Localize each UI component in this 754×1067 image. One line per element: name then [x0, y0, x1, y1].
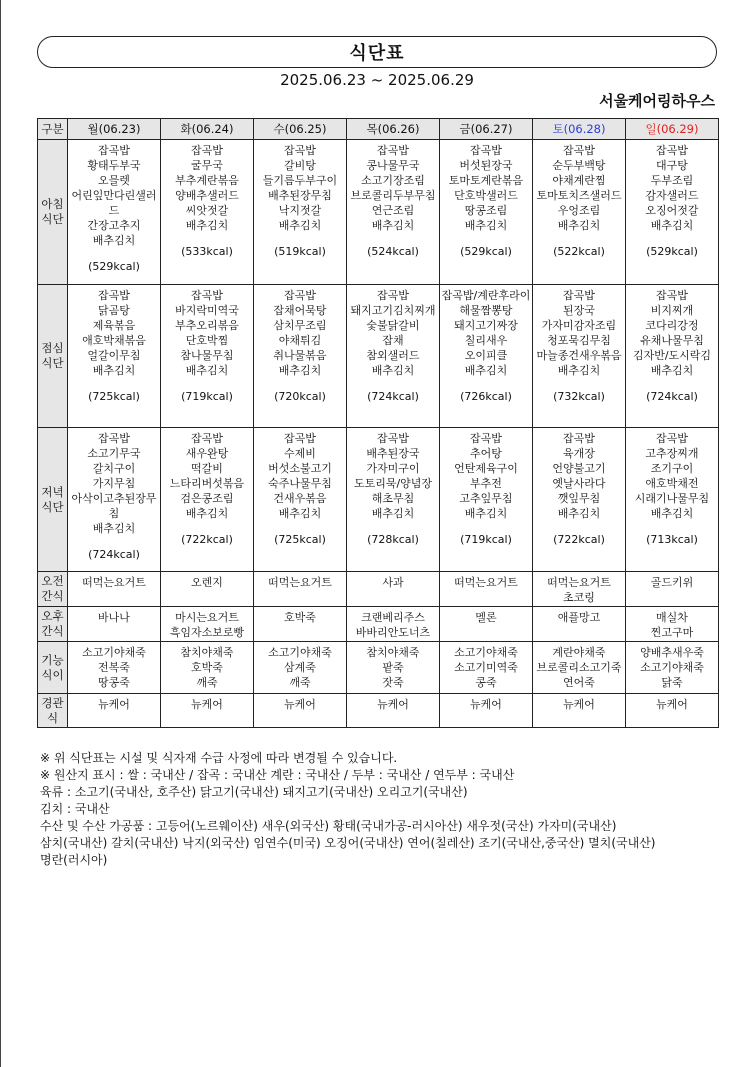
menu-cell-sat — [533, 694, 626, 728]
menu-cell-tue — [161, 694, 254, 728]
menu-cell-wed — [254, 607, 347, 642]
menu-cell-sun — [626, 572, 719, 607]
menu-cell-sun — [626, 607, 719, 642]
calorie-value: (722kcal) — [553, 533, 605, 546]
menu-item: 애플망고 — [557, 611, 601, 624]
menu-item: 소고기장조림 — [361, 174, 425, 187]
menu-item: 돼지고기짜장 — [454, 319, 518, 332]
menu-item: 땅콩죽 — [98, 676, 130, 689]
menu-item: 멜론 — [475, 611, 497, 624]
menu-item: 갈치구이 — [92, 462, 136, 475]
header-day-sat: 토(06.28) — [533, 119, 626, 140]
meal-label-text: 식단 — [41, 499, 64, 514]
menu-item: 단호박찜 — [185, 334, 229, 347]
menu-item: 잡곡밥 — [377, 144, 409, 157]
menu-table — [37, 118, 719, 728]
menu-item: 잡곡밥 — [98, 144, 130, 157]
menu-cell-fri — [440, 285, 533, 428]
meal-row-afternoon-snack — [38, 607, 719, 642]
menu-item: 배추김치 — [557, 219, 601, 232]
menu-cell-sun — [626, 428, 719, 572]
header-day-fri: 금(06.27) — [440, 119, 533, 140]
menu-cell-fri — [440, 642, 533, 694]
menu-item: 낙지젓갈 — [278, 204, 322, 217]
menu-item: 배추김치 — [92, 522, 136, 535]
menu-item: 오렌지 — [191, 576, 223, 589]
menu-item: 조기구이 — [650, 462, 694, 475]
menu-item: 잡곡밥 — [284, 144, 316, 157]
menu-item: 배추된장무침 — [268, 189, 332, 202]
menu-item: 깨죽 — [196, 676, 218, 689]
menu-item: 애호박채전 — [645, 477, 699, 490]
calorie-value: (732kcal) — [553, 390, 605, 403]
menu-item: 육개장 — [563, 447, 595, 460]
menu-item: 오징어젓갈 — [645, 204, 699, 217]
menu-cell-wed — [254, 642, 347, 694]
menu-item: 부추전 — [470, 477, 502, 490]
header-day-mon: 월(06.23) — [68, 119, 161, 140]
calorie-value: (720kcal) — [274, 390, 326, 403]
menu-item: 배추김치 — [278, 219, 322, 232]
menu-item: 잡곡밥 — [656, 289, 688, 302]
menu-item: 잡곡밥 — [656, 432, 688, 445]
calorie-value: (722kcal) — [181, 533, 233, 546]
menu-item: 배추김치 — [92, 364, 136, 377]
menu-item: 순두부백탕 — [552, 159, 606, 172]
menu-cell-wed — [254, 694, 347, 728]
menu-item: 초코링 — [563, 591, 595, 604]
menu-item: 배추김치 — [557, 507, 601, 520]
menu-item: 가지무침 — [92, 477, 136, 490]
menu-item: 소고기야채죽 — [454, 646, 518, 659]
meal-label-text: 경관 — [41, 695, 64, 710]
menu-item: 소고기미역죽 — [454, 661, 518, 674]
menu-item: 브로콜리두부무침 — [350, 189, 436, 202]
menu-cell-thu — [347, 694, 440, 728]
meal-label-text: 저녁 — [41, 484, 64, 499]
meal-row-breakfast — [38, 140, 719, 285]
menu-item: 호박죽 — [191, 661, 223, 674]
menu-item: 뉴케어 — [284, 698, 316, 711]
calorie-value: (522kcal) — [553, 245, 605, 258]
menu-cell-fri — [440, 140, 533, 285]
menu-item: 소고기무국 — [87, 447, 141, 460]
meal-row-lunch — [38, 285, 719, 428]
menu-item: 배추김치 — [464, 507, 508, 520]
menu-cell-thu — [347, 428, 440, 572]
menu-item: 유채나물무침 — [640, 334, 704, 347]
menu-cell-sat — [533, 572, 626, 607]
menu-item: 잡곡밥 — [191, 144, 223, 157]
calorie-value: (519kcal) — [274, 245, 326, 258]
meal-label-text: 식단 — [41, 212, 64, 226]
menu-item: 매실차 — [656, 611, 688, 624]
menu-item: 야채튀김 — [278, 334, 322, 347]
menu-item: 배추김치 — [92, 234, 136, 247]
menu-item: 배추김치 — [185, 219, 229, 232]
menu-item: 떠먹는요거트 — [454, 576, 518, 589]
menu-item: 된장국 — [563, 304, 595, 317]
menu-item: 얼갈이무침 — [87, 349, 141, 362]
meal-label-text: 점심 — [41, 341, 64, 355]
menu-item: 시래기나물무침 — [634, 492, 710, 505]
menu-item: 땅콩조림 — [464, 204, 508, 217]
menu-item: 배추김치 — [185, 507, 229, 520]
menu-item: 언양불고기 — [552, 462, 606, 475]
menu-item: 뉴케어 — [656, 698, 688, 711]
calorie-value: (728kcal) — [367, 533, 419, 546]
menu-cell-sat — [533, 428, 626, 572]
menu-item: 바나나 — [98, 611, 130, 624]
meal-label-text: 식이 — [41, 667, 64, 682]
menu-item: 배추김치 — [650, 507, 694, 520]
menu-item: 토마토계란볶음 — [448, 174, 524, 187]
menu-item: 새우완탕 — [185, 447, 229, 460]
menu-item: 버섯된장국 — [459, 159, 513, 172]
menu-item: 흑임자소보로빵 — [169, 626, 245, 639]
menu-item: 도토리묵/양념장 — [353, 477, 433, 490]
menu-item: 닭곰탕 — [98, 304, 130, 317]
menu-item: 가자미감자조림 — [541, 319, 617, 332]
menu-cell-mon — [68, 642, 161, 694]
menu-item: 뉴케어 — [563, 698, 595, 711]
menu-item: 고추잎무침 — [459, 492, 513, 505]
menu-item: 칠리새우 — [464, 334, 508, 347]
menu-item: 옛날사라다 — [552, 477, 606, 490]
menu-item: 배추김치 — [464, 219, 508, 232]
menu-item: 잡곡밥 — [470, 144, 502, 157]
menu-item: 호박죽 — [284, 611, 316, 624]
menu-item: 가자미구이 — [366, 462, 420, 475]
facility-name: 서울케어링하우스 — [599, 92, 715, 110]
menu-cell-wed — [254, 140, 347, 285]
menu-cell-fri — [440, 572, 533, 607]
menu-item: 배추김치 — [278, 364, 322, 377]
menu-item: 잡곡밥 — [284, 289, 316, 302]
meal-row-dinner — [38, 428, 719, 572]
menu-item: 참치야채죽 — [180, 646, 234, 659]
calorie-value: (724kcal) — [88, 548, 140, 561]
menu-item: 배추김치 — [464, 364, 508, 377]
menu-item: 단호박샐러드 — [454, 189, 518, 202]
menu-item: 뉴케어 — [377, 698, 409, 711]
calorie-value: (719kcal) — [181, 390, 233, 403]
calorie-value: (726kcal) — [460, 390, 512, 403]
meal-label-text: 식 — [46, 710, 59, 725]
menu-item: 잡곡밥 — [563, 144, 595, 157]
meal-row-functional-diet — [38, 642, 719, 694]
menu-item: 깨죽 — [289, 676, 311, 689]
header-day-thu: 목(06.26) — [347, 119, 440, 140]
menu-item: 소고기야채죽 — [82, 646, 146, 659]
menu-item: 해물짬뽕탕 — [459, 304, 513, 317]
meal-row-morning-snack — [38, 572, 719, 607]
menu-item: 배추김치 — [371, 219, 415, 232]
menu-item: 팥죽 — [382, 661, 404, 674]
calorie-value: (725kcal) — [274, 533, 326, 546]
menu-item: 간장고추지 — [87, 219, 141, 232]
menu-item: 마시는요거트 — [175, 611, 239, 624]
menu-cell-tue — [161, 428, 254, 572]
menu-item: 떠먹는요거트 — [82, 576, 146, 589]
calorie-value: (524kcal) — [367, 245, 419, 258]
menu-item: 배추된장국 — [366, 447, 420, 460]
menu-item: 두부조림 — [650, 174, 694, 187]
meal-label-text: 아침 — [41, 197, 64, 211]
menu-body — [38, 140, 719, 728]
calorie-value: (533kcal) — [181, 245, 233, 258]
menu-item: 수제비 — [284, 447, 316, 460]
meal-label-text: 간식 — [41, 589, 64, 603]
note-line: 삼치(국내산) 갈치(국내산) 낙지(외국산) 임연수(미국) 오징어(국내산) 연어(칠레산) 조기(국내산,중국산) 멸치(국내산) — [40, 836, 656, 850]
menu-item: 숙주나물무침 — [268, 477, 332, 490]
menu-item: 연근조림 — [371, 204, 415, 217]
menu-item: 잡곡밥 — [191, 432, 223, 445]
menu-cell-sat — [533, 607, 626, 642]
menu-item: 대구탕 — [656, 159, 688, 172]
menu-cell-tue — [161, 285, 254, 428]
calorie-value: (725kcal) — [88, 390, 140, 403]
menu-cell-mon — [68, 694, 161, 728]
menu-item: 취나물볶음 — [273, 349, 327, 362]
meal-label — [38, 642, 68, 694]
menu-cell-tue — [161, 607, 254, 642]
menu-cell-tue — [161, 140, 254, 285]
calorie-value: (529kcal) — [460, 245, 512, 258]
menu-item: 골드키위 — [650, 576, 694, 589]
note-line: 김치 : 국내산 — [40, 802, 110, 816]
menu-cell-thu — [347, 140, 440, 285]
menu-item: 계란야채죽 — [552, 646, 606, 659]
meal-label-text: 오후 — [41, 609, 64, 623]
menu-item: 고추장찌개 — [645, 447, 699, 460]
menu-item: 코다리강정 — [645, 319, 699, 332]
calorie-value: (713kcal) — [646, 533, 698, 546]
menu-item: 사과 — [382, 576, 404, 589]
menu-item: 잡곡밥 — [98, 432, 130, 445]
page-edge — [0, 0, 1, 1067]
menu-item: 부추오리볶음 — [175, 319, 239, 332]
menu-item: 느타리버섯볶음 — [169, 477, 245, 490]
menu-item: 굴무국 — [191, 159, 223, 172]
menu-item: 뉴케어 — [191, 698, 223, 711]
meal-label — [38, 694, 68, 728]
menu-item: 해초무침 — [371, 492, 415, 505]
menu-item: 잡곡밥 — [563, 289, 595, 302]
note-line: 육류 : 소고기(국내산, 호주산) 닭고기(국내산) 돼지고기(국내산) 오리고기(국내산) — [40, 785, 468, 799]
page-title: 식단표 — [37, 36, 717, 68]
menu-item: 추어탕 — [470, 447, 502, 460]
menu-item: 갈비탕 — [284, 159, 316, 172]
menu-item: 콩죽 — [475, 676, 497, 689]
menu-item: 씨앗젓갈 — [185, 204, 229, 217]
menu-item: 김자반/도시락김 — [632, 349, 712, 362]
menu-cell-thu — [347, 285, 440, 428]
menu-item: 잡곡밥 — [656, 144, 688, 157]
menu-period: 2025.06.23 ~ 2025.06.29 — [280, 71, 474, 89]
meal-row-tube-feeding — [38, 694, 719, 728]
menu-item: 삼치무조림 — [273, 319, 327, 332]
menu-cell-sun — [626, 285, 719, 428]
meal-label — [38, 607, 68, 642]
calorie-value: (529kcal) — [646, 245, 698, 258]
menu-item: 바지락미역국 — [175, 304, 239, 317]
meal-label-text: 간식 — [41, 624, 64, 638]
menu-item: 소고기야채죽 — [640, 661, 704, 674]
calorie-value: (724kcal) — [646, 390, 698, 403]
menu-item: 건새우볶음 — [273, 492, 327, 505]
menu-item: 배추김치 — [371, 364, 415, 377]
header-row — [38, 119, 719, 140]
menu-item: 떠먹는요거트 — [268, 576, 332, 589]
menu-item: 잡곡밥 — [191, 289, 223, 302]
menu-item: 배추김치 — [650, 219, 694, 232]
menu-item: 콩나물무국 — [366, 159, 420, 172]
notes — [40, 750, 655, 869]
menu-item: 오믈렛 — [98, 174, 130, 187]
menu-item: 잡곡밥 — [284, 432, 316, 445]
menu-item: 참나물무침 — [180, 349, 234, 362]
header-category: 구분 — [38, 119, 68, 140]
menu-item: 크랜베리주스 — [361, 611, 425, 624]
menu-item: 잡곡밥 — [563, 432, 595, 445]
meal-label — [38, 140, 68, 285]
menu-item: 잡곡밥 — [377, 432, 409, 445]
menu-item: 청포묵김무침 — [547, 334, 611, 347]
menu-cell-wed — [254, 428, 347, 572]
menu-cell-mon — [68, 140, 161, 285]
menu-item: 브로콜리소고기죽 — [536, 661, 622, 674]
menu-cell-fri — [440, 607, 533, 642]
menu-item: 떡갈비 — [191, 462, 223, 475]
menu-item: 뉴케어 — [98, 698, 130, 711]
menu-cell-sat — [533, 140, 626, 285]
menu-item: 바바리안도너츠 — [355, 626, 431, 639]
menu-cell-mon — [68, 285, 161, 428]
menu-item: 잡곡밥 — [377, 289, 409, 302]
menu-item: 제육볶음 — [92, 319, 136, 332]
menu-item: 배추김치 — [278, 507, 322, 520]
menu-item: 애호박채볶음 — [82, 334, 146, 347]
menu-item: 소고기야채죽 — [268, 646, 332, 659]
menu-item: 돼지고기김치찌개 — [350, 304, 436, 317]
menu-item: 잡채어묵탕 — [273, 304, 327, 317]
menu-item: 들기름두부구이 — [262, 174, 338, 187]
menu-cell-mon — [68, 607, 161, 642]
menu-item: 검은콩조림 — [180, 492, 234, 505]
menu-item: 잡채 — [382, 334, 404, 347]
menu-item: 잣죽 — [382, 676, 404, 689]
menu-cell-thu — [347, 607, 440, 642]
menu-item: 삼계죽 — [284, 661, 316, 674]
menu-item: 어린잎만다린샐러드 — [71, 189, 157, 217]
header-day-sun: 일(06.29) — [626, 119, 719, 140]
menu-item: 마늘종건새우볶음 — [536, 349, 622, 362]
menu-item: 배추김치 — [371, 507, 415, 520]
menu-item: 뉴케어 — [470, 698, 502, 711]
menu-item: 전복죽 — [98, 661, 130, 674]
menu-cell-sun — [626, 140, 719, 285]
menu-item: 오이피클 — [464, 349, 508, 362]
menu-item: 떠먹는요거트 — [547, 576, 611, 589]
menu-cell-sun — [626, 642, 719, 694]
meal-label — [38, 428, 68, 572]
menu-item: 잡곡밥/계란후라이 — [441, 289, 531, 302]
menu-item: 우엉조림 — [557, 204, 601, 217]
menu-item: 배추김치 — [650, 364, 694, 377]
menu-cell-tue — [161, 642, 254, 694]
menu-item: 양배추샐러드 — [175, 189, 239, 202]
menu-item: 참외샐러드 — [366, 349, 420, 362]
menu-item: 참치야채죽 — [366, 646, 420, 659]
menu-item: 감자샐러드 — [645, 189, 699, 202]
menu-item: 양배추새우죽 — [640, 646, 704, 659]
meal-label-text: 오전 — [41, 574, 64, 588]
menu-cell-sat — [533, 285, 626, 428]
header-day-wed: 수(06.25) — [254, 119, 347, 140]
menu-item: 비지찌개 — [650, 304, 694, 317]
menu-item: 잡곡밥 — [98, 289, 130, 302]
menu-item: 배추김치 — [557, 364, 601, 377]
menu-item: 버섯소불고기 — [268, 462, 332, 475]
meal-label — [38, 285, 68, 428]
note-line: 명란(러시아) — [40, 853, 108, 867]
menu-cell-sun — [626, 694, 719, 728]
calorie-value: (529kcal) — [88, 260, 140, 273]
menu-cell-wed — [254, 285, 347, 428]
menu-item: 깻잎무침 — [557, 492, 601, 505]
menu-item: 야채계란찜 — [552, 174, 606, 187]
menu-item: 토마토치즈샐러드 — [536, 189, 622, 202]
menu-item: 아삭이고추된장무침 — [71, 492, 157, 520]
menu-cell-sat — [533, 642, 626, 694]
menu-item: 배추김치 — [185, 364, 229, 377]
menu-item: 부추계란볶음 — [175, 174, 239, 187]
menu-item: 숯불닭갈비 — [366, 319, 420, 332]
menu-cell-thu — [347, 572, 440, 607]
calorie-value: (719kcal) — [460, 533, 512, 546]
menu-cell-tue — [161, 572, 254, 607]
menu-cell-fri — [440, 428, 533, 572]
menu-item: 연어죽 — [563, 676, 595, 689]
note-line: ※ 원산지 표시 : 쌀 : 국내산 / 잡곡 : 국내산 계란 : 국내산 / 두부 : 국내산 / 연두부 : 국내산 — [40, 768, 515, 782]
menu-item: 닭죽 — [661, 676, 683, 689]
menu-item: 언탄제육구이 — [454, 462, 518, 475]
meal-label-text: 기능 — [41, 652, 64, 667]
menu-cell-wed — [254, 572, 347, 607]
meal-label — [38, 572, 68, 607]
calorie-value: (724kcal) — [367, 390, 419, 403]
meal-label-text: 식단 — [41, 356, 64, 370]
menu-item: 찐고구마 — [650, 626, 694, 639]
header-day-tue: 화(06.24) — [161, 119, 254, 140]
menu-cell-thu — [347, 642, 440, 694]
menu-cell-mon — [68, 428, 161, 572]
menu-item: 황태두부국 — [87, 159, 141, 172]
menu-cell-fri — [440, 694, 533, 728]
note-line: 수산 및 수산 가공품 : 고등어(노르웨이산) 새우(외국산) 황태(국내가공-러시아산) 새우젓(국산) 가자미(국내산) — [40, 819, 617, 833]
note-line: ※ 위 식단표는 시설 및 식자재 수급 사정에 따라 변경될 수 있습니다. — [40, 751, 398, 765]
menu-item: 잡곡밥 — [470, 432, 502, 445]
menu-cell-mon — [68, 572, 161, 607]
